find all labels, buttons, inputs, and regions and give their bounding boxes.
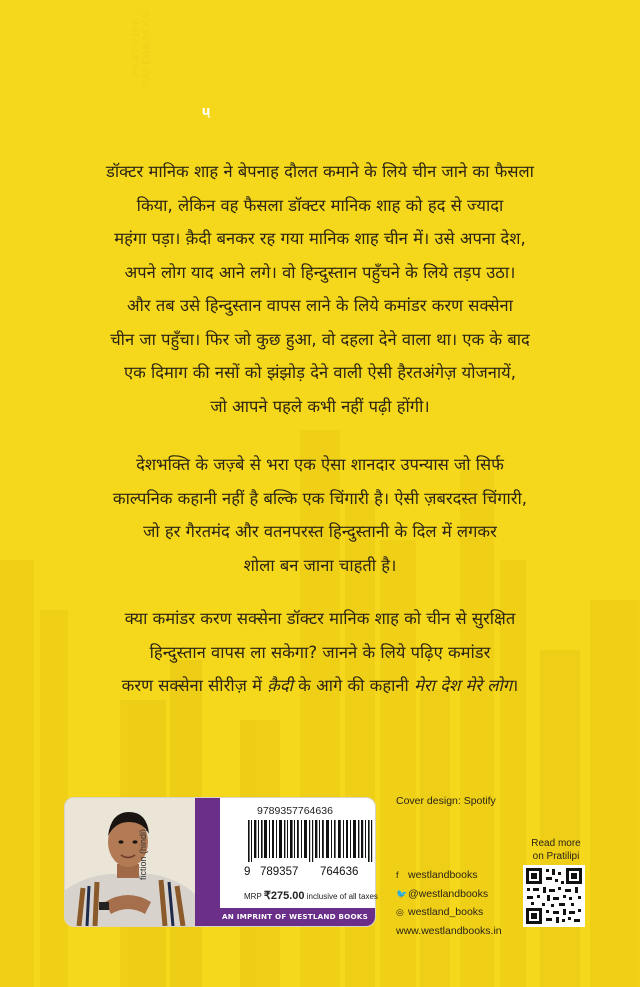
isbn-digits	[244, 866, 374, 882]
genre-label: fiction (hindi)	[138, 828, 148, 880]
author-photo	[65, 798, 195, 926]
publisher-strip	[195, 798, 220, 908]
book-title-kaidi: क़ैदी	[267, 676, 293, 695]
mrp-price	[244, 889, 378, 902]
twitter-icon: 🐦	[396, 888, 408, 899]
pratilipi-logo: ų	[201, 104, 211, 118]
blurb-line: हिन्दुस्तान वापस ला सकेगा? जानने के लिये पढ़िए कमांडर	[149, 642, 491, 662]
blurb-line: और तब उसे हिन्दुस्तान वापस लाने के लिये कमांडर करण सक्सेना	[127, 296, 513, 315]
blurb-line: चीन जा पहुँचा। फिर जो कुछ हुआ, वो दहला देने वाला था। एक के बाद	[110, 329, 530, 349]
blurb-paragraph-2	[60, 448, 580, 582]
facebook-icon: f	[396, 870, 399, 880]
qr-code[interactable]	[523, 865, 585, 927]
blurb-text: ।	[512, 676, 519, 695]
instagram-icon: ◎	[396, 907, 404, 918]
blurb-paragraph-1	[60, 155, 580, 423]
blurb-text: के आगे की कहानी	[292, 676, 415, 695]
blurb-line: जो हर गैरतमंद और वतनपरस्त हिन्दुस्तानी के दिल में लगकर	[143, 522, 497, 541]
social-label: westlandbooks	[408, 869, 478, 881]
blurb-line	[60, 669, 580, 703]
blurb-line: एक दिमाग की नसों को झंझोड़ देने वाली ऐसी हैरतअंगेज़ योजनायें,	[123, 363, 516, 382]
mrp-label: MRP	[244, 892, 262, 901]
blurb-line: देशभक्ति के जज़्बे से भरा एक ऐसा शानदार उपन्यास जो सिर्फ	[136, 455, 504, 474]
social-facebook[interactable]	[396, 866, 502, 885]
price-note: inclusive of all taxes	[306, 892, 378, 901]
social-website[interactable]	[396, 922, 502, 941]
blurb-line: किया, लेकिन वह फैसला डॉक्टर मानिक शाह को हद से ज्यादा	[136, 195, 504, 215]
blurb-line: शोला बन जाना चाहती है।	[243, 555, 397, 575]
blurb-line: डॉक्टर मानिक शाह ने बेपनाह दौलत कमाने के लिये चीन जाने का फैसला	[106, 162, 534, 181]
book-title-mera-desh-mere-log: मेरा देश मेरे लोग	[414, 676, 513, 695]
book-info-box	[65, 798, 375, 926]
social-twitter[interactable]	[396, 885, 502, 904]
social-label: westland_books	[408, 906, 484, 919]
social-label: www.westlandbooks.in	[396, 925, 502, 938]
social-instagram[interactable]	[396, 903, 502, 922]
blurb-line: काल्पनिक कहानी नहीं है बल्कि एक चिंगारी है। ऐसी ज़बरदस्त चिंगारी,	[112, 488, 528, 508]
publisher-name: PRATILIPI PAPERBACKS	[131, 11, 152, 87]
isbn-digit-group: 764636	[320, 866, 359, 878]
blurb-line: जो आपने पहले कभी नहीं पढ़ी होंगी।	[210, 396, 430, 416]
blurb-text: करण सक्सेना सीरीज़ में	[121, 676, 268, 695]
blurb-line: अपने लोग याद आने लगे। वो हिन्दुस्तान पहुँचने के लिये तड़प उठा।	[124, 262, 516, 282]
read-more-text: Read more on Pratilipi	[531, 838, 581, 862]
blurb-paragraph-3	[60, 602, 580, 703]
social-label: @westlandbooks	[408, 887, 489, 900]
imprint-text: AN IMPRINT OF WESTLAND BOOKS	[222, 912, 368, 921]
social-links	[396, 866, 502, 941]
isbn-digit-group: 9	[244, 866, 251, 878]
isbn-digit-group: 789357	[260, 866, 299, 878]
isbn-barcode	[248, 820, 374, 862]
cover-design-credit: Cover design: Spotify	[396, 795, 496, 807]
blurb-line: क्या कमांडर करण सक्सेना डॉक्टर मानिक शाह को चीन से सुरक्षित	[124, 609, 516, 628]
isbn-number: 9789357764636	[257, 805, 333, 817]
blurb-line: महंगा पड़ा। क़ैदी बनकर रह गया मानिक शाह चीन में। उसे अपना देश,	[114, 229, 526, 248]
price-value: ₹275.00	[263, 890, 305, 902]
